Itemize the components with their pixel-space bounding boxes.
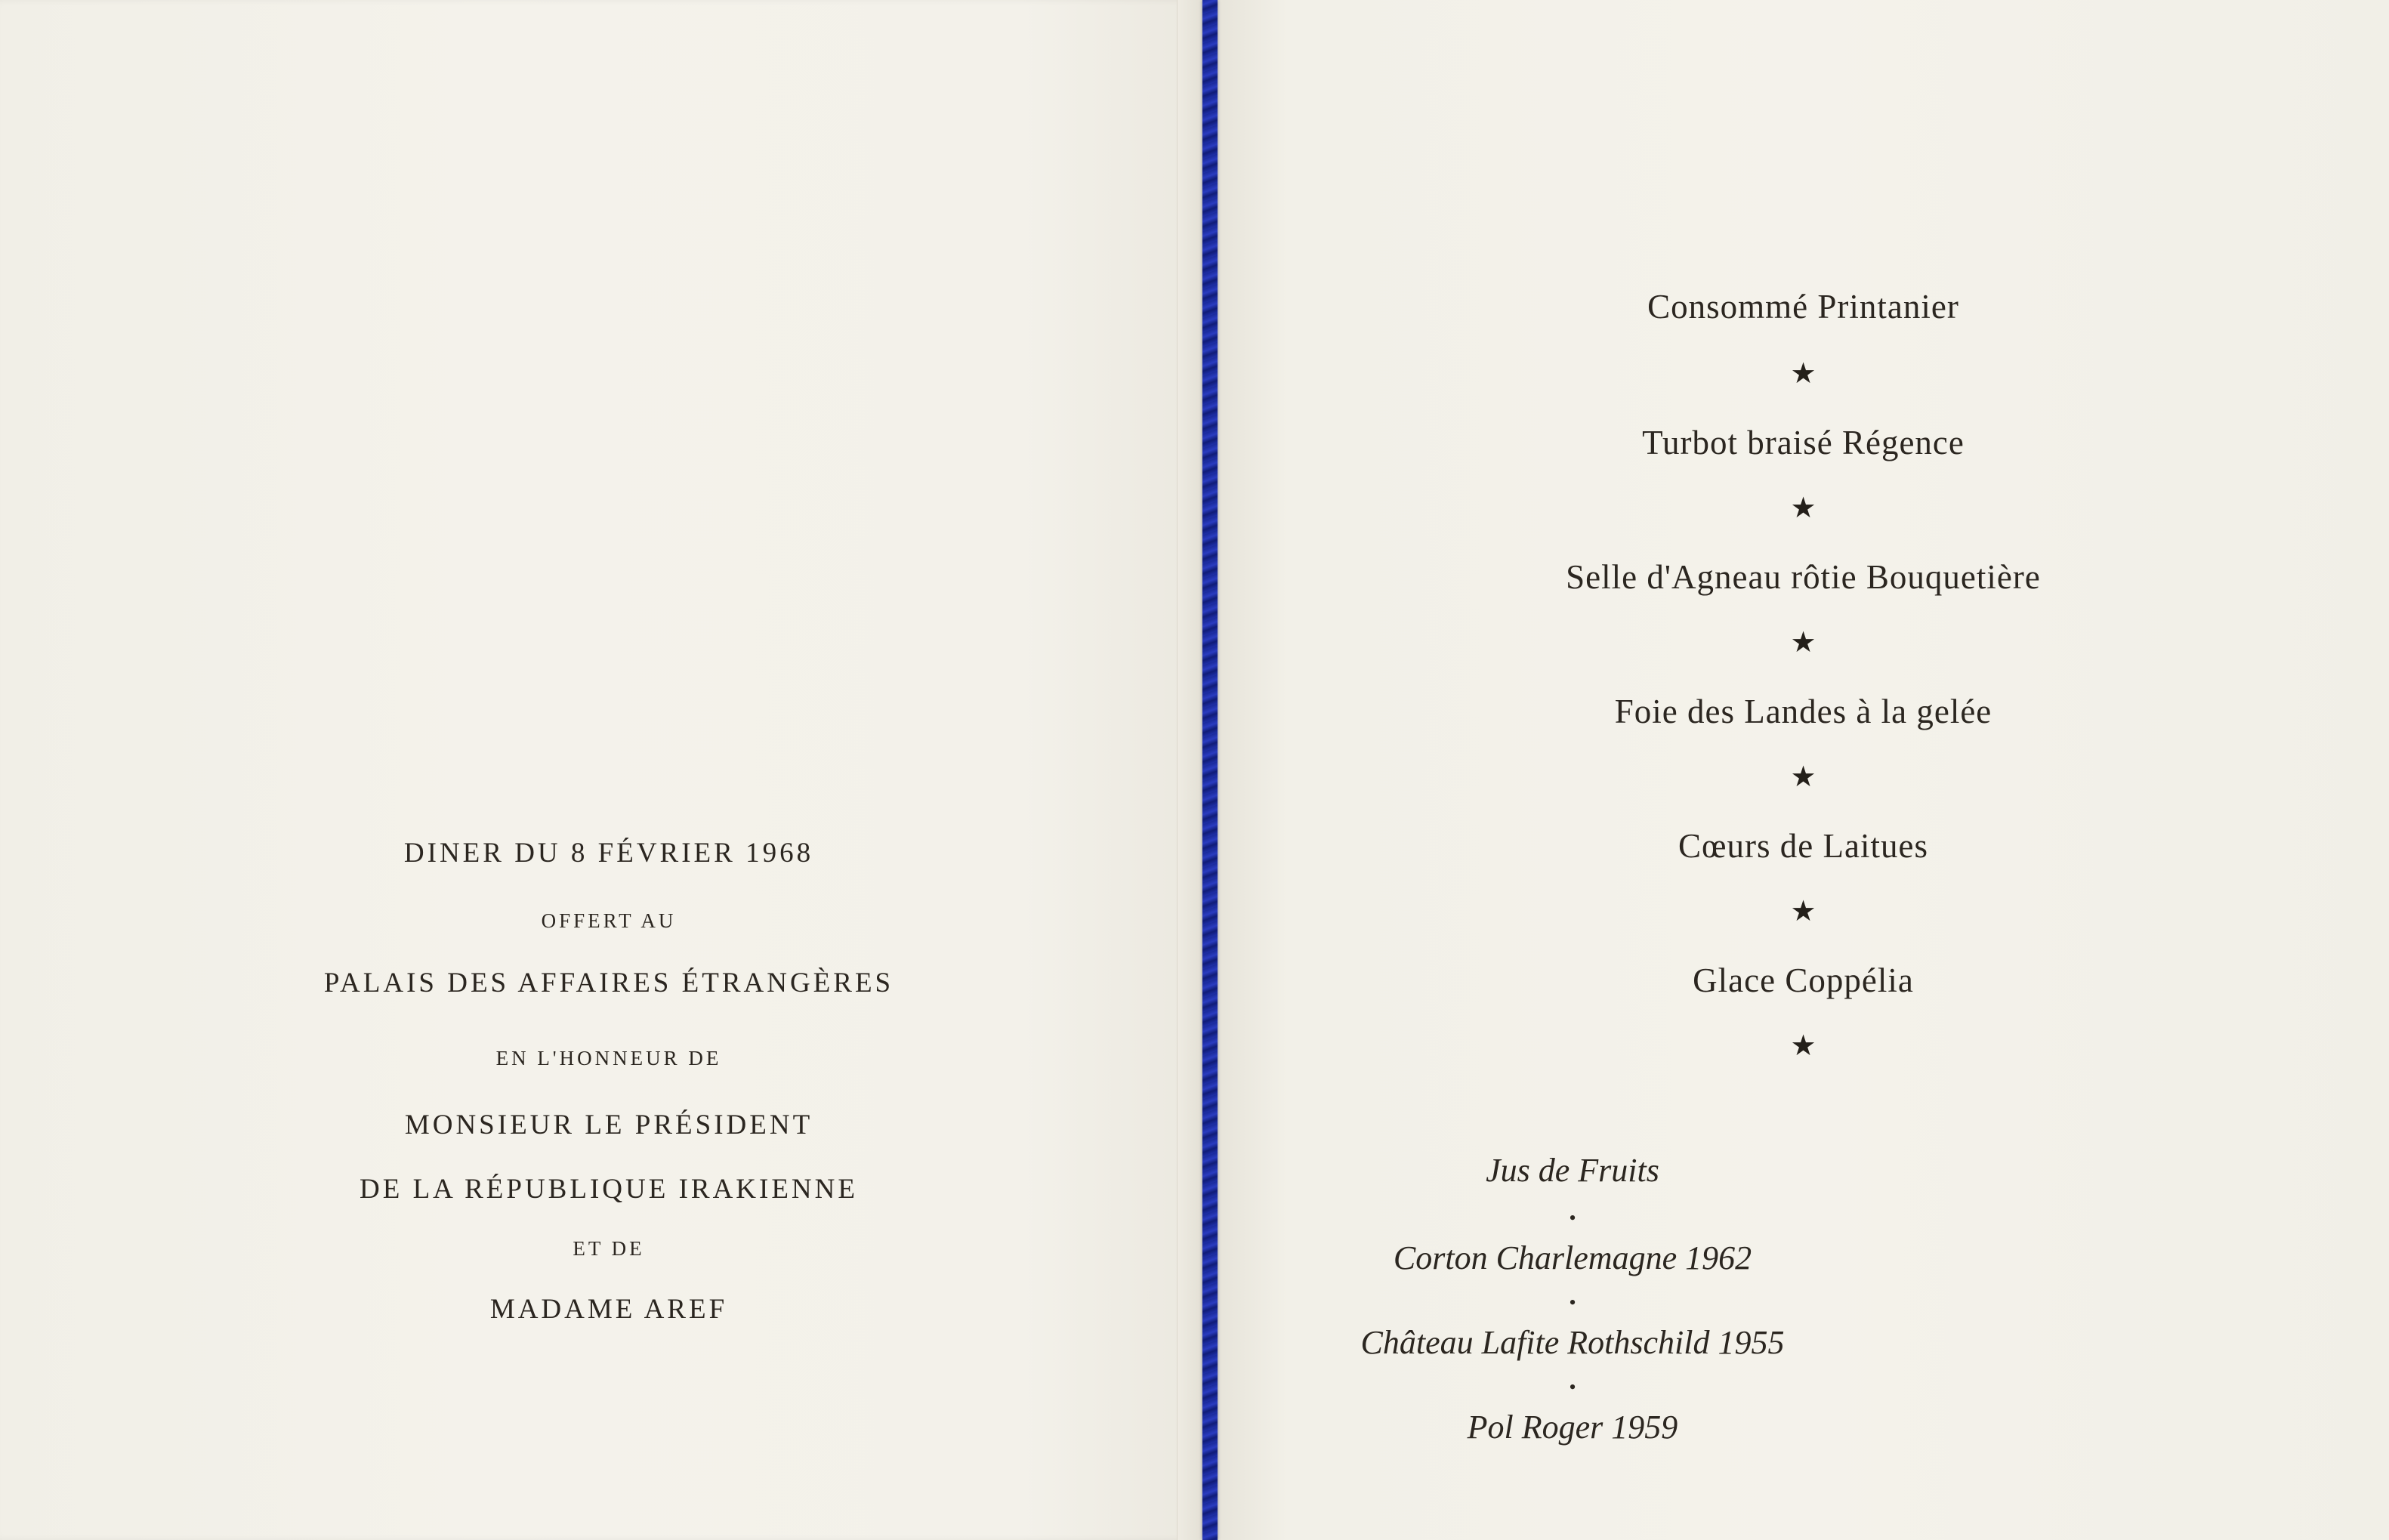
wine-3: Château Lafite Rothschild 1955	[1360, 1324, 1785, 1361]
star-separator: ★	[1790, 761, 1816, 793]
venue: PALAIS DES AFFAIRES ÉTRANGÈRES	[323, 968, 894, 998]
star-separator: ★	[1790, 492, 1816, 524]
wine-2: Corton Charlemagne 1962	[1393, 1239, 1752, 1276]
star-separator: ★	[1790, 1030, 1816, 1062]
offered-at: OFFERT AU	[541, 909, 677, 932]
dot-separator: •	[1569, 1207, 1576, 1229]
course-1: Consommé Printanier	[1647, 288, 1959, 326]
and-of: ET DE	[573, 1237, 645, 1260]
guest-country: DE LA RÉPUBLIQUE IRAKIENNE	[360, 1174, 858, 1205]
dinner-date: DINER DU 8 FÉVRIER 1968	[403, 838, 814, 869]
star-separator: ★	[1790, 627, 1816, 659]
dot-separator: •	[1569, 1376, 1576, 1398]
guest-title: MONSIEUR LE PRÉSIDENT	[404, 1109, 813, 1140]
wine-4: Pol Roger 1959	[1467, 1409, 1678, 1446]
course-6: Glace Coppélia	[1693, 961, 1914, 999]
course-3: Selle d'Agneau rôtie Bouquetière	[1566, 558, 2041, 596]
course-5: Cœurs de Laitues	[1678, 827, 1928, 865]
wine-1: Jus de Fruits	[1486, 1152, 1659, 1189]
guest-spouse: MADAME AREF	[489, 1294, 728, 1325]
course-4: Foie des Landes à la gelée	[1614, 693, 1992, 730]
star-separator: ★	[1790, 896, 1816, 927]
star-separator: ★	[1790, 358, 1816, 390]
dot-separator: •	[1569, 1292, 1576, 1313]
in-honour-of: EN L'HONNEUR DE	[495, 1047, 722, 1069]
course-2: Turbot braisé Régence	[1642, 424, 1965, 461]
